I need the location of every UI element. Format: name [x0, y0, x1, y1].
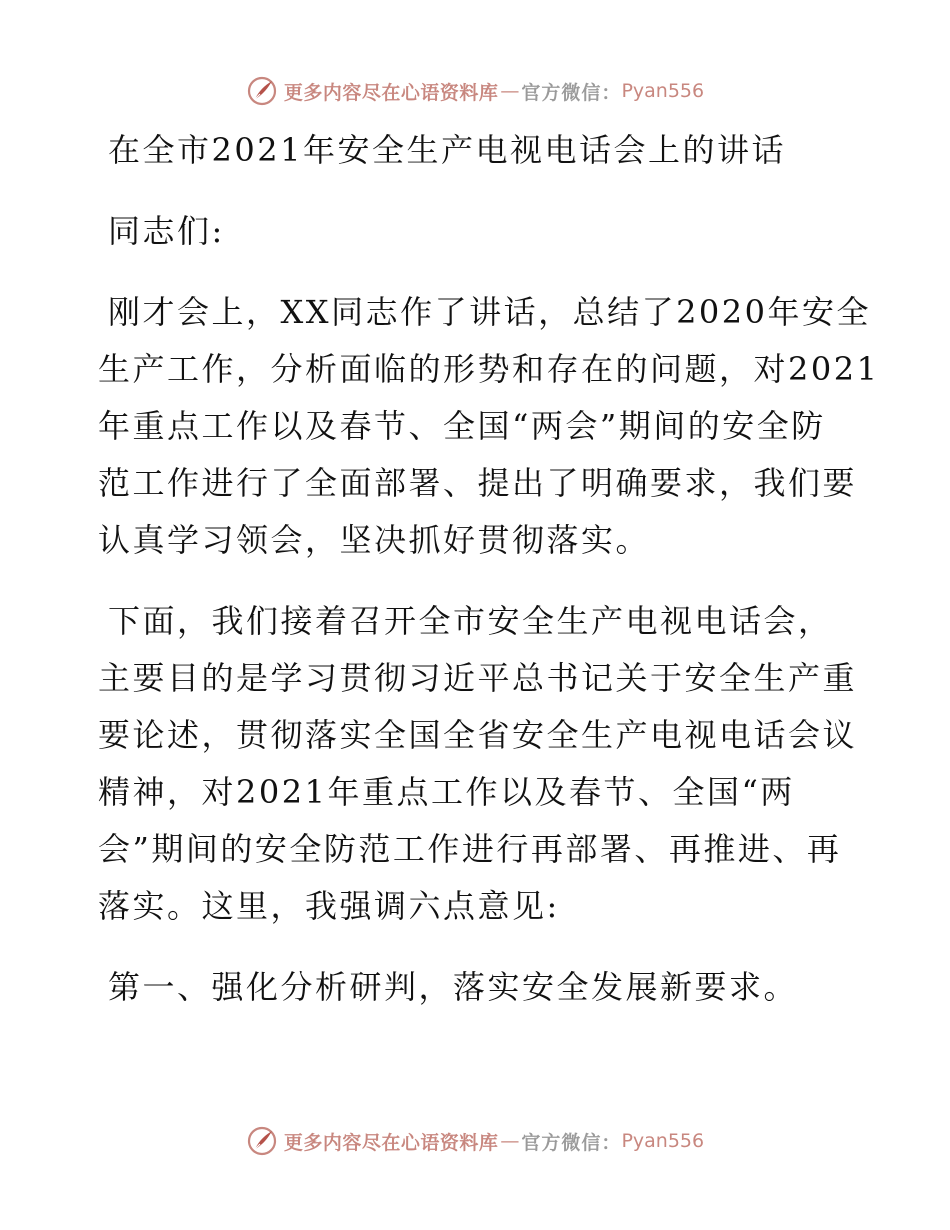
document-body	[98, 122, 880, 1025]
paragraph-1-line: 年重点工作以及春节、全国“两会”期间的安全防	[98, 407, 826, 445]
feather-pen-logo-icon	[246, 75, 278, 107]
paragraph-2-line: 下面，我们接着召开全市安全生产电视电话会，	[108, 602, 833, 640]
document-title: 在全市2021年安全生产电视电话会上的讲话	[108, 131, 786, 169]
watermark-label: 官方微信：	[521, 1131, 622, 1154]
watermark-main-text: 更多内容尽在心语资料库	[283, 81, 499, 104]
watermark-dash: —	[500, 1130, 520, 1152]
watermark-dash: —	[500, 80, 520, 102]
paragraph-2-line: 精神，对2021年重点工作以及春节、全国“两	[98, 773, 795, 811]
watermark-wechat-id: Pyan556	[621, 80, 705, 102]
paragraph-1-line: 范工作进行了全面部署、提出了明确要求，我们要	[98, 464, 858, 502]
section-1-heading: 第一、强化分析研判，落实安全发展新要求。	[108, 968, 799, 1006]
watermark-wechat-id: Pyan556	[621, 1130, 705, 1152]
paragraph-1-line: 认真学习领会，坚决抓好贯彻落实。	[98, 521, 651, 559]
salutation: 同志们:	[108, 212, 225, 250]
paragraph-1-line: 刚才会上，XX同志作了讲话，总结了2020年安全	[108, 293, 872, 331]
paragraph-2-line: 会”期间的安全防范工作进行再部署、再推进、再	[98, 830, 842, 868]
paragraph-1	[98, 284, 880, 569]
header-watermark	[0, 71, 950, 111]
paragraph-2	[98, 593, 858, 935]
feather-pen-logo-icon	[246, 1125, 278, 1157]
watermark-main-text: 更多内容尽在心语资料库	[283, 1131, 499, 1154]
watermark-label: 官方微信：	[521, 81, 622, 104]
paragraph-2-line: 主要目的是学习贯彻习近平总书记关于安全生产重	[98, 659, 858, 697]
paragraph-1-line: 生产工作，分析面临的形势和存在的问题，对2021	[98, 350, 880, 388]
paragraph-2-line: 落实。这里，我强调六点意见:	[98, 887, 560, 925]
paragraph-2-line: 要论述，贯彻落实全国全省安全生产电视电话会议	[98, 716, 858, 754]
footer-watermark	[0, 1121, 950, 1161]
